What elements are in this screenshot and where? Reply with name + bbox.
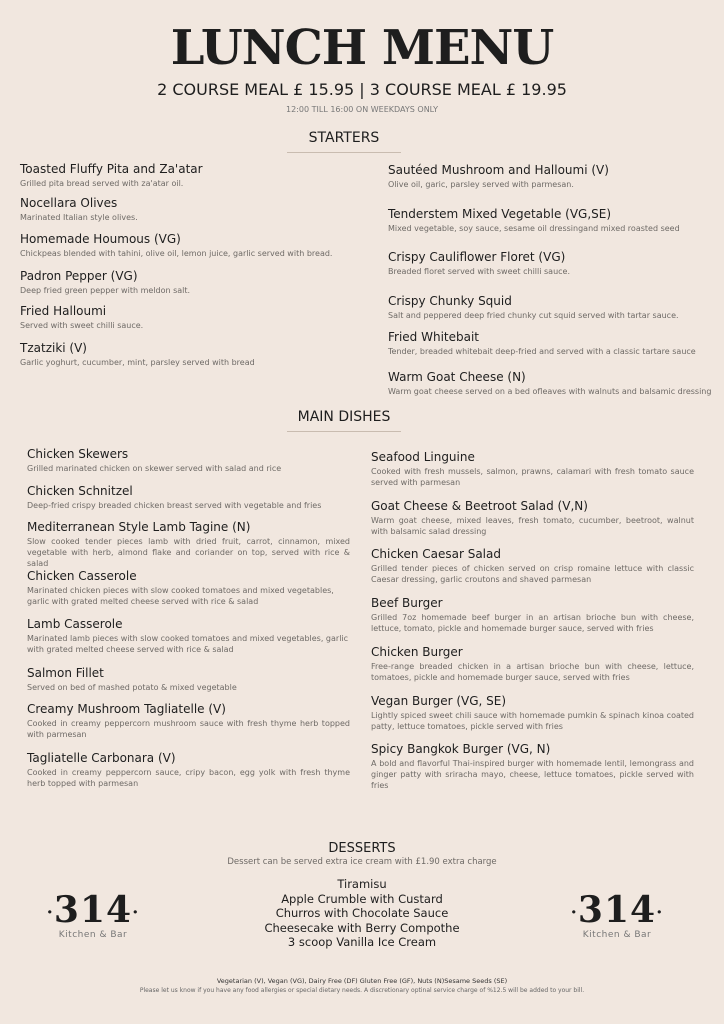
starter-item — [20, 304, 360, 331]
item-name: Vegan Burger (VG, SE) — [371, 694, 507, 708]
allergy-disclaimer: Please let us know if you have any food allergies or special dietary needs. A discretionary optinal service charge of %12.5 will be added to your bill. — [139, 987, 585, 994]
main-item — [371, 547, 694, 585]
item-description: Warm goat cheese served on a bed ofleaves with walnuts and balsamic dressing — [388, 387, 712, 396]
item-name: Chicken Caesar Salad — [371, 547, 501, 561]
main-item — [371, 499, 694, 537]
item-description: Garlic yoghurt, cucumber, mint, parsley served with bread — [20, 358, 255, 367]
course-prices: 2 COURSE MEAL £ 15.95 | 3 COURSE MEAL £ 19.95 — [157, 80, 567, 99]
starter-item — [20, 196, 360, 223]
logo-number-line: ·314· — [570, 889, 664, 931]
item-description: Tender, breaded whitebait deep-fried and served with a classic tartare sauce — [388, 347, 696, 356]
service-hours: 12:00 TILL 16:00 ON WEEKDAYS ONLY — [286, 105, 438, 114]
item-description: Free-range breaded chicken in a artisan brioche bun with cheese, lettuce, tomatoes, pickle and homemade burger sauce, served with fries — [371, 662, 694, 682]
item-description: Marinated lamb pieces with slow cooked tomatoes and mixed vegetables, garlic with grated melted cheese served with rice & salad — [27, 634, 349, 654]
item-description: Marinated Italian style olives. — [20, 213, 138, 222]
menu-title: LUNCH MENU — [170, 20, 554, 76]
main-item — [27, 569, 357, 607]
item-description: Slow cooked tender pieces lamb with dried fruit, carrot, cinnamon, mixed vegetable with herb, almond flake and coriander on top, served with rice & salad — [27, 537, 350, 568]
starter-item — [20, 269, 360, 296]
main-item — [27, 751, 350, 789]
logo-number: 314 — [577, 889, 657, 931]
item-description: Lightly spiced sweet chili sauce with homemade pumkin & spinach kinoa coated patty, lettuce tomatoes, pickle served with fries — [371, 711, 694, 731]
item-name: Toasted Fluffy Pita and Za'atar — [20, 162, 203, 176]
item-description: Cooked in creamy peppercorn mushroom sauce with fresh thyme herb topped with parmesan — [27, 719, 350, 739]
item-name: Fried Halloumi — [20, 304, 107, 318]
main-item — [371, 645, 694, 683]
starters-divider — [287, 152, 401, 153]
starter-item — [20, 232, 365, 259]
main-item — [371, 450, 694, 488]
starters-heading — [287, 129, 401, 153]
main-item — [27, 447, 350, 474]
item-description: Chickpeas blended with tahini, olive oil, lemon juice, garlic served with bread. — [20, 249, 333, 258]
item-description: Deep fried green pepper with meldon salt. — [20, 286, 191, 295]
item-name: Goat Cheese & Beetroot Salad (V,N) — [371, 499, 588, 513]
item-description: A bold and flavorful Thai-inspired burger with homemade lentil, lemongrass and ginger patty with sriracha mayo, cheese, lettuce tomatoes, pickle served with fries — [371, 759, 694, 790]
item-description: Grilled tender pieces of chicken served on crisp romaine lettuce with classic Caesar dressing, garlic croutons and shaved parmesan — [371, 564, 694, 584]
item-name: Tagliatelle Carbonara (V) — [27, 751, 176, 765]
item-description: Olive oil, garic, parsley served with parmesan. — [388, 180, 574, 189]
item-name: Chicken Burger — [371, 645, 463, 659]
item-name: Tzatziki (V) — [20, 341, 87, 355]
starter-item — [388, 207, 713, 234]
item-name: Sautéed Mushroom and Halloumi (V) — [388, 163, 609, 177]
item-description: Marinated chicken pieces with slow cooked tomatoes and mixed vegetables, garlic with grated melted cheese served with rice & salad — [27, 586, 334, 606]
main-item — [27, 666, 357, 693]
logo-right — [562, 890, 672, 940]
item-name: Chicken Schnitzel — [27, 484, 133, 498]
logo-subtitle: Kitchen & Bar — [58, 930, 128, 940]
item-name: Lamb Casserole — [27, 617, 123, 631]
desserts-heading: DESSERTS — [328, 841, 396, 856]
dessert-item: 3 scoop Vanilla Ice Cream — [287, 935, 437, 950]
item-description: Salt and peppered deep fried chunky cut squid served with tartar sauce. — [388, 311, 679, 320]
starter-item — [388, 330, 713, 357]
dessert-item: Cheesecake with Berry Compothe — [264, 920, 460, 935]
item-name: Warm Goat Cheese (N) — [388, 370, 526, 384]
item-name: Tenderstem Mixed Vegetable (VG,SE) — [388, 207, 612, 221]
item-description: Warm goat cheese, mixed leaves, fresh tomato, cucumber, beetroot, walnut with balsamic salad dressing — [371, 516, 694, 536]
item-name: Chicken Skewers — [27, 447, 129, 461]
mains-divider — [287, 431, 401, 432]
dietary-legend: Vegetarian (V), Vegan (VG), Dairy Free (DF) Gluten Free (GF), Nuts (N)Sesame Seeds (SE) — [216, 977, 508, 985]
item-description: Grilled pita bread served with za'atar oil. — [20, 179, 184, 188]
item-description: Breaded floret served with sweet chilli sauce. — [388, 267, 571, 276]
item-description: Deep-fried crispy breaded chicken breast served with vegetable and fries — [27, 501, 322, 510]
item-description: Cooked with fresh mussels, salmon, prawns, calamari with fresh tomato sauce served with parmesan — [371, 467, 694, 487]
item-name: Nocellara Olives — [20, 196, 118, 210]
main-item — [371, 596, 694, 634]
starter-item — [388, 163, 713, 190]
starter-item — [20, 162, 360, 189]
item-name: Salmon Fillet — [27, 666, 104, 680]
item-name: Fried Whitebait — [388, 330, 480, 344]
item-name: Crispy Cauliflower Floret (VG) — [388, 250, 566, 264]
item-description: Cooked in creamy peppercorn sauce, cripy bacon, egg yolk with fresh thyme herb topped with parmesan — [27, 768, 350, 788]
dessert-list — [212, 877, 512, 950]
item-name: Crispy Chunky Squid — [388, 294, 512, 308]
main-item — [371, 694, 694, 732]
item-description: Served with sweet chilli sauce. — [20, 321, 144, 330]
desserts-note: Dessert can be served extra ice cream with £1.90 extra charge — [227, 857, 497, 867]
mains-heading — [287, 408, 401, 432]
starters-heading-label: STARTERS — [308, 130, 380, 146]
starter-item — [388, 294, 713, 321]
logo-number-line: ·314· — [46, 889, 140, 931]
item-description: Mixed vegetable, soy sauce, sesame oil dressingand mixed roasted seed — [388, 224, 680, 233]
main-item — [27, 617, 357, 655]
main-item — [27, 520, 350, 569]
item-name: Mediterranean Style Lamb Tagine (N) — [27, 520, 251, 534]
item-description: Grilled 7oz homemade beef burger in an artisan brioche bun with cheese, lettuce, tomato, pickle and homemade burger sauce, served with fries — [371, 613, 694, 633]
item-name: Spicy Bangkok Burger (VG, N) — [371, 742, 551, 756]
dessert-item: Apple Crumble with Custard — [281, 891, 443, 906]
item-description: Grilled marinated chicken on skewer served with salad and rice — [27, 464, 282, 473]
starter-item — [388, 370, 718, 397]
item-name: Homemade Houmous (VG) — [20, 232, 181, 246]
starter-item — [20, 341, 360, 368]
logo-left — [38, 890, 148, 940]
main-item — [27, 484, 350, 511]
main-item — [371, 742, 694, 791]
item-name: Padron Pepper (VG) — [20, 269, 138, 283]
dessert-item: Tiramisu — [337, 877, 387, 891]
mains-heading-label: MAIN DISHES — [297, 409, 391, 425]
item-name: Creamy Mushroom Tagliatelle (V) — [27, 702, 226, 716]
item-name: Chicken Casserole — [27, 569, 137, 583]
main-item — [27, 702, 350, 740]
starter-item — [388, 250, 713, 277]
logo-number: 314 — [53, 889, 133, 931]
item-name: Seafood Linguine — [371, 450, 475, 464]
logo-subtitle: Kitchen & Bar — [582, 930, 652, 940]
dessert-item: Churros with Chocolate Sauce — [275, 906, 449, 921]
item-description: Served on bed of mashed potato & mixed vegetable — [27, 683, 237, 692]
item-name: Beef Burger — [371, 596, 443, 610]
